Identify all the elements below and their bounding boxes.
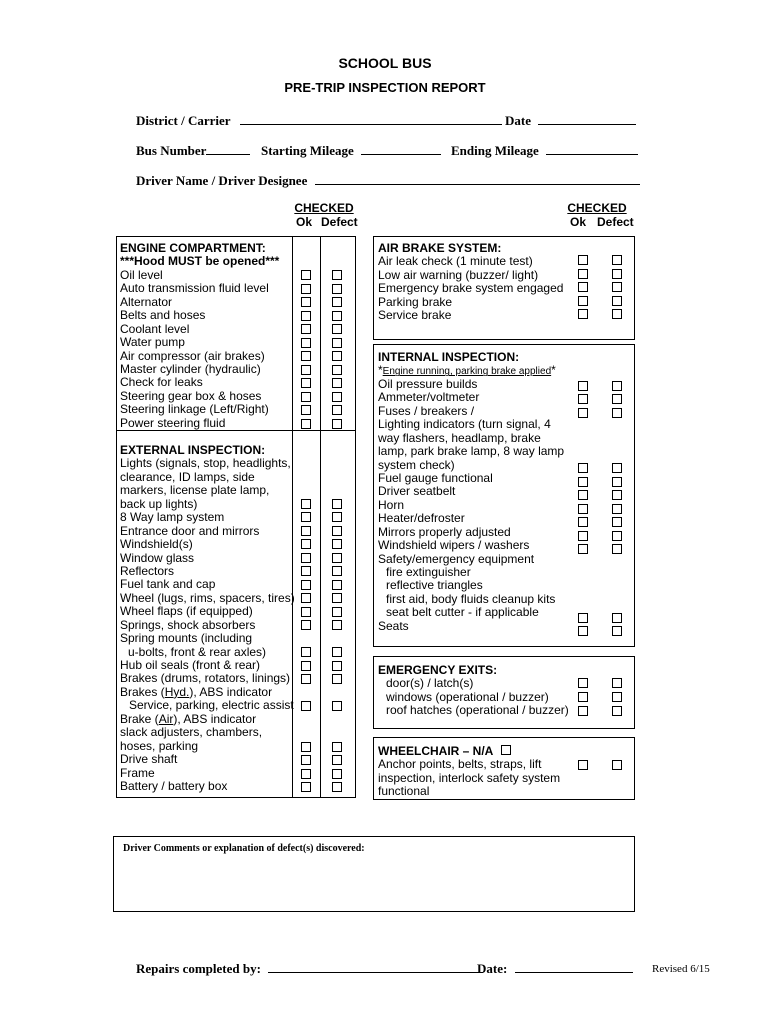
list-item: functional bbox=[378, 784, 430, 799]
wheelchair-na-checkbox[interactable] bbox=[501, 745, 511, 755]
ok-checkbox[interactable] bbox=[301, 769, 311, 779]
external-inspection-section bbox=[120, 444, 295, 793]
ok-checkbox[interactable] bbox=[578, 626, 588, 636]
defect-checkbox[interactable] bbox=[332, 365, 342, 375]
defect-checkbox[interactable] bbox=[612, 394, 622, 404]
ending-mileage-field[interactable] bbox=[451, 143, 638, 159]
repairs-line[interactable] bbox=[268, 961, 483, 973]
ok-checkbox[interactable] bbox=[578, 760, 588, 770]
ok-checkbox[interactable] bbox=[578, 531, 588, 541]
ok-checkbox[interactable] bbox=[301, 419, 311, 429]
list-item: Air compressor (air brakes) bbox=[120, 348, 265, 363]
air-brake-title: AIR BRAKE SYSTEM: bbox=[378, 241, 502, 255]
defect-checkbox[interactable] bbox=[332, 297, 342, 307]
ok-checkbox[interactable] bbox=[301, 499, 311, 509]
ok-checkbox[interactable] bbox=[301, 378, 311, 388]
ok-checkbox[interactable] bbox=[578, 309, 588, 319]
ending-mileage-label: Ending Mileage bbox=[451, 143, 539, 158]
list-item: lamp, park brake lamp, 8 way lamp bbox=[378, 444, 565, 459]
ok-checkbox[interactable] bbox=[301, 553, 311, 563]
list-item: Reflectors bbox=[120, 563, 175, 578]
defect-checkbox[interactable] bbox=[332, 566, 342, 576]
defect-checkbox[interactable] bbox=[332, 324, 342, 334]
ok-checkbox[interactable] bbox=[301, 311, 311, 321]
form-subtitle: PRE-TRIP INSPECTION REPORT bbox=[284, 80, 486, 95]
emergency-exits-title: EMERGENCY EXITS: bbox=[378, 663, 498, 677]
text-segment: Brake ( bbox=[120, 711, 159, 726]
list-item: Window glass bbox=[120, 550, 195, 565]
defect-checkbox[interactable] bbox=[612, 296, 622, 306]
district-field[interactable] bbox=[136, 113, 502, 129]
defect-checkbox[interactable] bbox=[612, 463, 622, 473]
defect-checkbox[interactable] bbox=[612, 408, 622, 418]
defect-checkbox[interactable] bbox=[332, 782, 342, 792]
text-segment: Brakes ( bbox=[120, 684, 165, 699]
defect-checkbox[interactable] bbox=[612, 269, 622, 279]
note-star: * bbox=[378, 363, 383, 378]
ok-checkbox[interactable] bbox=[578, 463, 588, 473]
hood-note: ***Hood MUST be opened*** bbox=[120, 254, 280, 269]
ok-checkbox[interactable] bbox=[578, 544, 588, 554]
list-item: Fuel tank and cap bbox=[120, 577, 216, 592]
ok-checkbox[interactable] bbox=[301, 526, 311, 536]
list-item: door(s) / latch(s) bbox=[386, 676, 474, 691]
list-item: Water pump bbox=[120, 335, 185, 350]
defect-checkbox[interactable] bbox=[332, 392, 342, 402]
list-item: seat belt cutter - if applicable bbox=[386, 605, 539, 620]
list-item: Parking brake bbox=[378, 294, 453, 309]
defect-checkbox[interactable] bbox=[612, 309, 622, 319]
left-checked-heading: CHECKED bbox=[294, 201, 354, 215]
defect-checkbox[interactable] bbox=[332, 526, 342, 536]
district-label: District / Carrier bbox=[136, 113, 231, 128]
wheelchair-section bbox=[378, 745, 560, 799]
list-item: Oil level bbox=[120, 267, 163, 282]
list-item: 8 Way lamp system bbox=[120, 510, 225, 525]
list-item: Battery / battery box bbox=[120, 778, 228, 793]
ok-checkbox[interactable] bbox=[301, 755, 311, 765]
repairs-label: Repairs completed by: bbox=[136, 961, 261, 976]
list-item: reflective triangles bbox=[386, 578, 483, 593]
ok-checkbox[interactable] bbox=[301, 270, 311, 280]
defect-checkbox[interactable] bbox=[332, 405, 342, 415]
list-item: Driver seatbelt bbox=[378, 484, 456, 499]
starting-mileage-label: Starting Mileage bbox=[261, 143, 354, 158]
defect-checkbox[interactable] bbox=[612, 544, 622, 554]
list-item: u-bolts, front & rear axles) bbox=[128, 644, 267, 659]
list-item: Lighting indicators (turn signal, 4 bbox=[378, 417, 551, 432]
defect-checkbox[interactable] bbox=[332, 701, 342, 711]
ok-checkbox[interactable] bbox=[301, 297, 311, 307]
defect-checkbox[interactable] bbox=[612, 517, 622, 527]
defect-checkbox[interactable] bbox=[332, 512, 342, 522]
defect-checkbox[interactable] bbox=[612, 381, 622, 391]
ok-checkbox[interactable] bbox=[301, 580, 311, 590]
list-item: clearance, ID lamps, side bbox=[120, 469, 255, 484]
ok-checkbox[interactable] bbox=[301, 701, 311, 711]
defect-checkbox[interactable] bbox=[612, 504, 622, 514]
defect-checkbox[interactable] bbox=[332, 311, 342, 321]
defect-checkbox[interactable] bbox=[612, 760, 622, 770]
ok-checkbox[interactable] bbox=[578, 504, 588, 514]
defect-checkbox[interactable] bbox=[332, 661, 342, 671]
form-title: SCHOOL BUS bbox=[338, 55, 432, 71]
bus-number-field[interactable] bbox=[136, 143, 250, 159]
ok-checkbox[interactable] bbox=[301, 620, 311, 630]
engine-running-note bbox=[378, 364, 564, 377]
defect-checkbox[interactable] bbox=[332, 593, 342, 603]
text-segment: ), ABS indicator bbox=[189, 684, 273, 699]
defect-checkbox[interactable] bbox=[332, 580, 342, 590]
internal-inspection-section bbox=[378, 351, 564, 633]
defect-checkbox[interactable] bbox=[332, 284, 342, 294]
ok-checkbox[interactable] bbox=[301, 539, 311, 549]
ok-checkbox[interactable] bbox=[301, 647, 311, 657]
list-item: Wheel (lugs, rims, spacers, tires) bbox=[120, 590, 295, 605]
list-item: Oil pressure builds bbox=[378, 376, 478, 391]
list-item: way flashers, headlamp, brake bbox=[378, 430, 541, 445]
list-item: windows (operational / buzzer) bbox=[386, 689, 549, 704]
engine-compartment-title: ENGINE COMPARTMENT: bbox=[120, 241, 266, 255]
ok-checkbox[interactable] bbox=[578, 490, 588, 500]
driver-name-line[interactable] bbox=[315, 173, 640, 185]
right-checked-heading: CHECKED bbox=[567, 201, 627, 215]
list-item: first aid, body fluids cleanup kits bbox=[386, 591, 556, 606]
list-item: Service brake bbox=[378, 308, 452, 323]
list-item: Windshield(s) bbox=[120, 537, 193, 552]
date-label: Date bbox=[505, 113, 531, 128]
defect-checkbox[interactable] bbox=[332, 742, 342, 752]
starting-mileage-line[interactable] bbox=[361, 143, 441, 155]
list-item: markers, license plate lamp, bbox=[120, 483, 270, 498]
defect-checkbox[interactable] bbox=[332, 607, 342, 617]
defect-checkbox[interactable] bbox=[332, 499, 342, 509]
ok-checkbox[interactable] bbox=[301, 607, 311, 617]
ok-checkbox[interactable] bbox=[578, 296, 588, 306]
list-item: Spring mounts (including bbox=[120, 631, 253, 646]
list-item: Steering linkage (Left/Right) bbox=[120, 402, 269, 417]
defect-checkbox[interactable] bbox=[332, 419, 342, 429]
defect-checkbox[interactable] bbox=[332, 539, 342, 549]
revised-note: Revised 6/15 bbox=[652, 963, 710, 975]
internal-inspection-title: INTERNAL INSPECTION: bbox=[378, 350, 520, 364]
defect-checkbox[interactable] bbox=[332, 378, 342, 388]
ok-checkbox[interactable] bbox=[578, 255, 588, 265]
defect-checkbox[interactable] bbox=[612, 477, 622, 487]
defect-checkbox[interactable] bbox=[612, 531, 622, 541]
list-item: Alternator bbox=[120, 294, 173, 309]
defect-checkbox[interactable] bbox=[332, 620, 342, 630]
ok-checkbox[interactable] bbox=[301, 782, 311, 792]
ok-checkbox[interactable] bbox=[301, 661, 311, 671]
ok-checkbox[interactable] bbox=[301, 512, 311, 522]
defect-checkbox[interactable] bbox=[612, 490, 622, 500]
ok-checkbox[interactable] bbox=[301, 742, 311, 752]
list-item: fire extinguisher bbox=[386, 565, 471, 579]
defect-checkbox[interactable] bbox=[612, 282, 622, 292]
list-item: Low air warning (buzzer/ light) bbox=[378, 267, 539, 282]
defect-checkbox[interactable] bbox=[612, 613, 622, 623]
ok-checkbox[interactable] bbox=[578, 517, 588, 527]
footer-date-field[interactable] bbox=[477, 961, 633, 977]
list-item: Check for leaks bbox=[120, 375, 203, 390]
right-ok-heading: Ok bbox=[570, 215, 587, 229]
engine-compartment-section bbox=[120, 242, 279, 430]
repairs-completed-field[interactable] bbox=[136, 961, 483, 977]
list-item: Fuel gauge functional bbox=[378, 470, 493, 485]
defect-checkbox[interactable] bbox=[332, 674, 342, 684]
defect-checkbox[interactable] bbox=[612, 706, 622, 716]
list-item: Wheel flaps (if equipped) bbox=[120, 604, 253, 619]
date-field[interactable] bbox=[505, 113, 636, 129]
note-text: Engine running, parking brake applied bbox=[382, 366, 552, 378]
defect-checkbox[interactable] bbox=[332, 338, 342, 348]
wheelchair-title: WHEELCHAIR – N/A bbox=[378, 744, 494, 758]
list-item: Mirrors properly adjusted bbox=[378, 524, 511, 539]
ok-checkbox[interactable] bbox=[301, 566, 311, 576]
ok-checkbox[interactable] bbox=[578, 269, 588, 279]
list-item: Fuses / breakers / bbox=[378, 403, 475, 418]
driver-name-field[interactable] bbox=[136, 173, 640, 189]
list-item: Belts and hoses bbox=[120, 308, 206, 323]
list-item bbox=[120, 713, 295, 726]
defect-checkbox[interactable] bbox=[612, 678, 622, 688]
ok-checkbox[interactable] bbox=[578, 692, 588, 702]
ok-checkbox[interactable] bbox=[301, 392, 311, 402]
note-star: * bbox=[551, 363, 556, 378]
list-item: Air leak check (1 minute test) bbox=[378, 254, 533, 269]
starting-mileage-field[interactable] bbox=[261, 143, 441, 159]
ok-checkbox[interactable] bbox=[301, 284, 311, 294]
list-item: hoses, parking bbox=[120, 738, 199, 753]
list-item: Auto transmission fluid level bbox=[120, 281, 269, 296]
list-item: Brakes (drums, rotators, linings) bbox=[120, 671, 291, 686]
ok-checkbox[interactable] bbox=[301, 593, 311, 603]
defect-checkbox[interactable] bbox=[612, 626, 622, 636]
emergency-exits-section bbox=[378, 664, 569, 718]
text-segment: ), ABS indicator bbox=[173, 711, 257, 726]
district-line[interactable] bbox=[240, 113, 502, 125]
list-item: Lights (signals, stop, headlights, bbox=[120, 456, 291, 471]
list-item: Emergency brake system engaged bbox=[378, 281, 564, 296]
driver-name-label: Driver Name / Driver Designee bbox=[136, 173, 308, 188]
defect-checkbox[interactable] bbox=[332, 553, 342, 563]
list-item: roof hatches (operational / buzzer) bbox=[386, 703, 569, 718]
date-line[interactable] bbox=[538, 113, 636, 125]
list-item: Anchor points, belts, straps, lift bbox=[378, 757, 542, 772]
list-item: Horn bbox=[378, 497, 405, 512]
defect-checkbox[interactable] bbox=[332, 351, 342, 361]
text-segment: Air bbox=[158, 711, 174, 726]
ending-mileage-line[interactable] bbox=[546, 143, 638, 155]
list-item: inspection, interlock safety system bbox=[378, 770, 561, 785]
ok-checkbox[interactable] bbox=[301, 351, 311, 361]
ok-checkbox[interactable] bbox=[578, 394, 588, 404]
defect-checkbox[interactable] bbox=[612, 255, 622, 265]
ok-checkbox[interactable] bbox=[301, 674, 311, 684]
list-item bbox=[120, 686, 295, 699]
bus-number-label: Bus Number bbox=[136, 143, 207, 158]
list-item: Frame bbox=[120, 765, 155, 780]
list-item: Service, parking, electric assist bbox=[129, 698, 294, 713]
ok-checkbox[interactable] bbox=[301, 324, 311, 334]
list-item: Springs, shock absorbers bbox=[120, 617, 256, 632]
ok-checkbox[interactable] bbox=[578, 678, 588, 688]
list-item: Drive shaft bbox=[120, 752, 178, 767]
left-defect-heading: Defect bbox=[321, 215, 358, 229]
list-item: Hub oil seals (front & rear) bbox=[120, 658, 261, 672]
list-item: Coolant level bbox=[120, 321, 190, 336]
list-item: Power steering fluid bbox=[120, 415, 226, 430]
text-segment: Hyd. bbox=[164, 684, 190, 699]
list-item: Seats bbox=[378, 618, 409, 633]
comments-label: Driver Comments or explanation of defect(s) discovered: bbox=[123, 843, 365, 854]
air-brake-section bbox=[378, 242, 563, 323]
ok-checkbox[interactable] bbox=[301, 365, 311, 375]
list-item: Windshield wipers / washers bbox=[378, 538, 530, 553]
left-ok-heading: Ok bbox=[296, 215, 313, 229]
bus-number-line[interactable] bbox=[206, 143, 250, 155]
list-item: Master cylinder (hydraulic) bbox=[120, 361, 261, 376]
list-item: Steering gear box & hoses bbox=[120, 388, 262, 403]
list-item: back up lights) bbox=[120, 496, 198, 511]
defect-checkbox[interactable] bbox=[612, 692, 622, 702]
defect-checkbox[interactable] bbox=[332, 647, 342, 657]
list-item: Entrance door and mirrors bbox=[120, 523, 260, 538]
ok-checkbox[interactable] bbox=[578, 613, 588, 623]
ok-checkbox[interactable] bbox=[578, 381, 588, 391]
defect-checkbox[interactable] bbox=[332, 270, 342, 280]
list-item: slack adjusters, chambers, bbox=[120, 725, 263, 740]
footer-date-label: Date: bbox=[477, 961, 508, 976]
external-inspection-title: EXTERNAL INSPECTION: bbox=[120, 443, 266, 457]
footer-date-line[interactable] bbox=[515, 961, 633, 973]
ok-checkbox[interactable] bbox=[301, 338, 311, 348]
list-item: Ammeter/voltmeter bbox=[378, 390, 480, 405]
ok-checkbox[interactable] bbox=[578, 282, 588, 292]
ok-checkbox[interactable] bbox=[301, 405, 311, 415]
ok-checkbox[interactable] bbox=[578, 477, 588, 487]
ok-checkbox[interactable] bbox=[578, 706, 588, 716]
list-item: Heater/defroster bbox=[378, 511, 465, 526]
right-defect-heading: Defect bbox=[597, 215, 634, 229]
list-item: system check) bbox=[378, 457, 455, 472]
ok-checkbox[interactable] bbox=[578, 408, 588, 418]
list-item: Safety/emergency equipment bbox=[378, 551, 535, 566]
defect-checkbox[interactable] bbox=[332, 769, 342, 779]
defect-checkbox[interactable] bbox=[332, 755, 342, 765]
